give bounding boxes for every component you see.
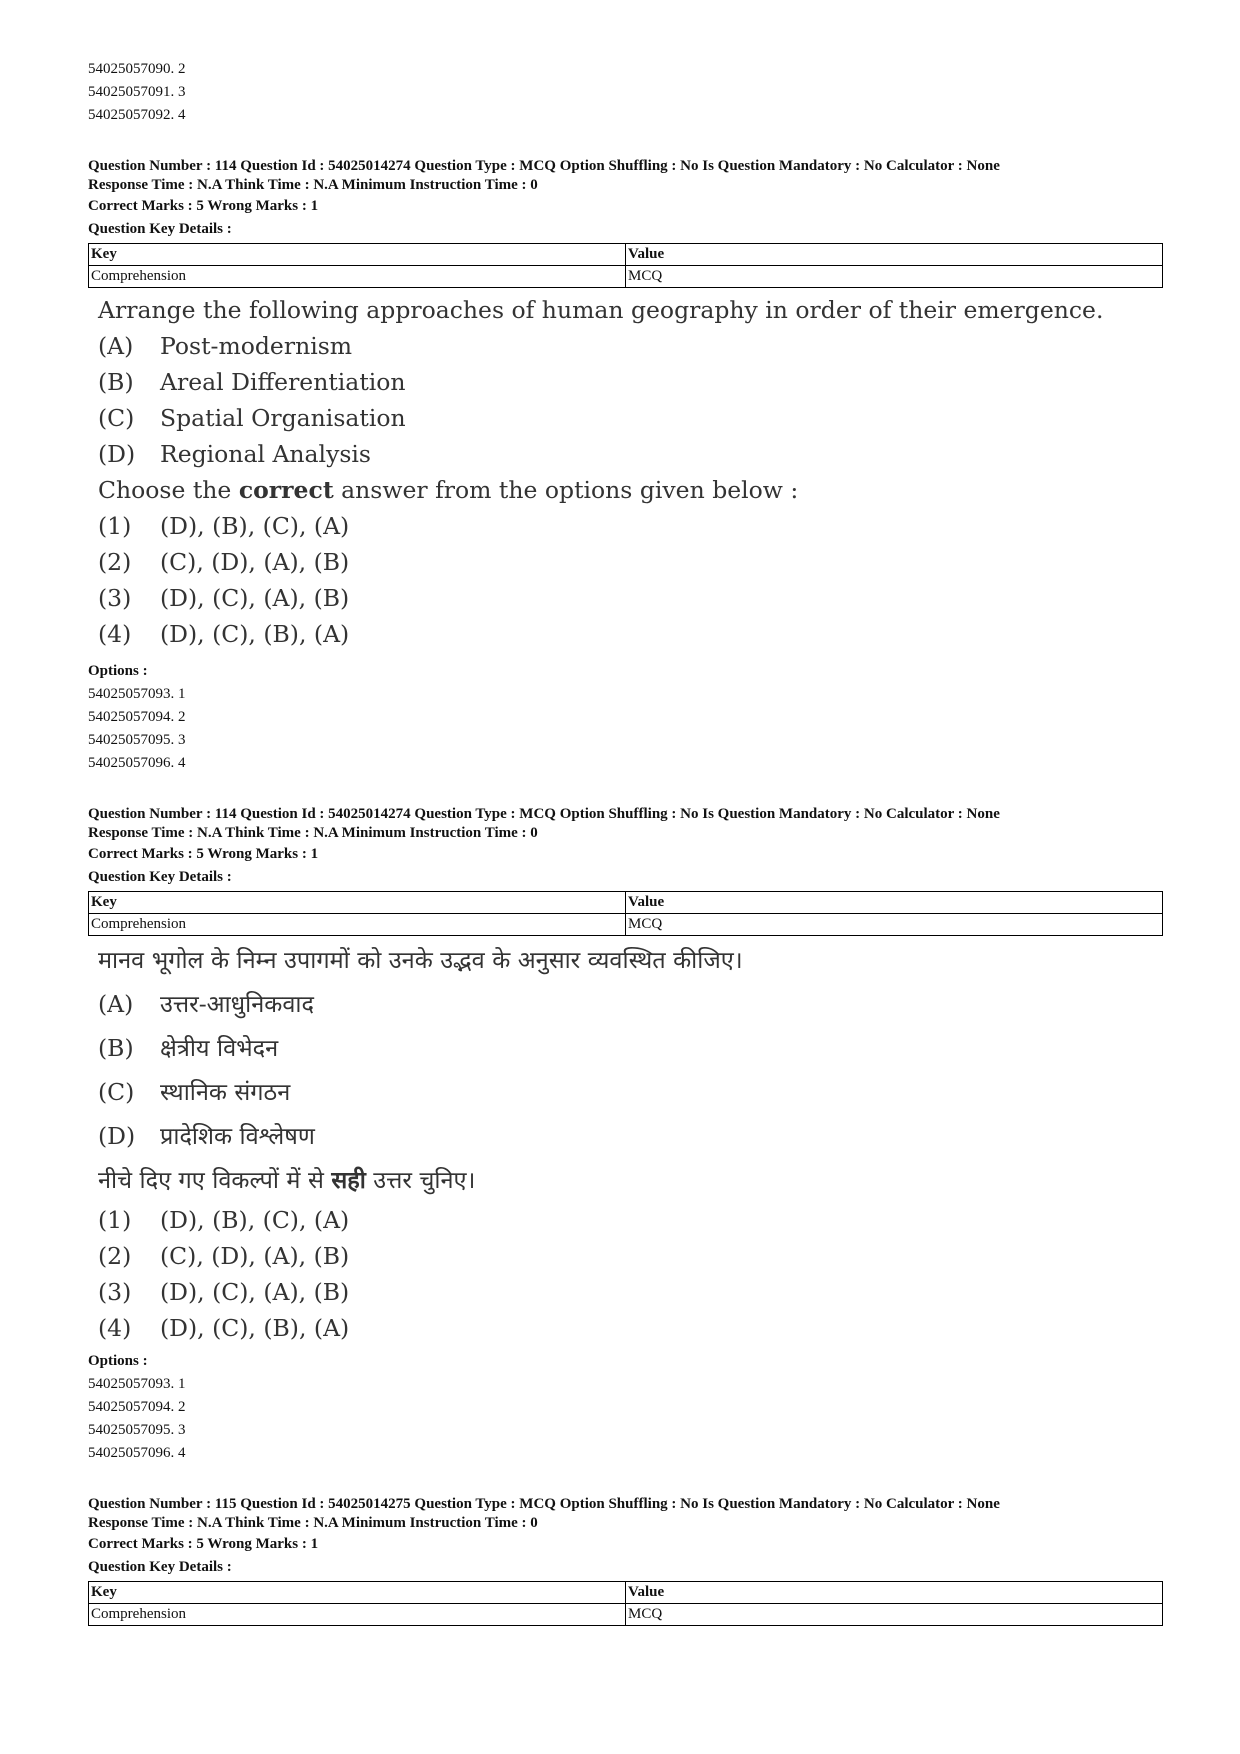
- question-item: [88, 364, 1163, 400]
- choose-emphasis: correct: [238, 476, 334, 504]
- choose-text: answer from the options given below :: [333, 476, 799, 504]
- item-text: Spatial Organisation: [160, 404, 406, 432]
- question-item: [88, 400, 1163, 436]
- table-cell-key: Comprehension: [89, 1604, 626, 1626]
- question-block-next: [88, 1495, 1163, 1626]
- table-header-key: Key: [89, 1582, 626, 1604]
- question-item: [88, 982, 1163, 1026]
- question-item: [88, 1070, 1163, 1114]
- table-cell-value: MCQ: [626, 266, 1163, 288]
- item-label: (B): [98, 368, 134, 396]
- key-details-label: Question Key Details :: [88, 1559, 232, 1575]
- option-line: 54025057093. 1: [88, 1376, 186, 1392]
- question-meta-line: Question Number : 115 Question Id : 54025014275 Question Type : MCQ Option Shuffling : No Is Question Mandatory : No Calculator : None: [88, 1496, 1000, 1512]
- question-meta-line: Response Time : N.A Think Time : N.A Minimum Instruction Time : 0: [88, 177, 538, 193]
- item-text: स्थानिक संगठन: [160, 1078, 291, 1106]
- item-text: क्षेत्रीय विभेदन: [160, 1034, 279, 1062]
- key-details-label: Question Key Details :: [88, 221, 232, 237]
- option-line: 54025057095. 3: [88, 732, 186, 748]
- answer-choice: [88, 544, 1163, 580]
- key-details-table: [88, 243, 1163, 288]
- item-label: (B): [98, 1034, 134, 1062]
- question-stem: Arrange the following approaches of human geography in order of their emergence.: [98, 296, 1104, 324]
- option-line: 54025057094. 2: [88, 1399, 186, 1415]
- options-label: Options :: [88, 1353, 148, 1369]
- choice-text: (C), (D), (A), (B): [160, 548, 350, 576]
- choice-label: (2): [98, 548, 132, 576]
- option-line: 54025057090. 2: [88, 61, 186, 77]
- table-cell-value: MCQ: [626, 1604, 1163, 1626]
- choose-text: नीचे दिए गए विकल्पों में से: [98, 1166, 332, 1194]
- question-item: [88, 328, 1163, 364]
- choose-instruction: [88, 1158, 1163, 1202]
- marks-line: Correct Marks : 5 Wrong Marks : 1: [88, 846, 319, 862]
- choice-label: (3): [98, 1278, 132, 1306]
- previous-options-list: [88, 58, 1163, 127]
- question-stem: मानव भूगोल के निम्न उपागमों को उनके उद्भव के अनुसार व्यवस्थित कीजिए।: [98, 946, 743, 974]
- question-meta-line: Question Number : 114 Question Id : 54025014274 Question Type : MCQ Option Shuffling : No Is Question Mandatory : No Calculator : None: [88, 158, 1000, 174]
- answer-choice: [88, 616, 1163, 652]
- choice-label: (1): [98, 1206, 132, 1234]
- option-line: 54025057093. 1: [88, 686, 186, 702]
- item-text: उत्तर-आधुनिकवाद: [160, 990, 314, 1018]
- item-text: Regional Analysis: [160, 440, 371, 468]
- question-item: [88, 436, 1163, 472]
- choose-emphasis: सही: [331, 1166, 366, 1194]
- answer-choice: [88, 1238, 1163, 1274]
- item-text: Areal Differentiation: [160, 368, 406, 396]
- option-line: 54025057096. 4: [88, 1445, 186, 1461]
- choice-text: (D), (C), (A), (B): [160, 1278, 350, 1306]
- table-header-key: Key: [89, 244, 626, 266]
- marks-line: Correct Marks : 5 Wrong Marks : 1: [88, 198, 319, 214]
- item-label: (D): [98, 440, 136, 468]
- choose-text: Choose the: [98, 476, 239, 504]
- options-label: Options :: [88, 663, 148, 679]
- answer-choice: [88, 508, 1163, 544]
- choice-label: (4): [98, 1314, 132, 1342]
- option-line: 54025057096. 4: [88, 755, 186, 771]
- question-block-english: [88, 157, 1163, 775]
- question-body: [88, 292, 1163, 652]
- answer-choice: [88, 1310, 1163, 1346]
- table-header-value: Value: [626, 892, 1163, 914]
- answer-choice: [88, 580, 1163, 616]
- key-details-table: [88, 891, 1163, 936]
- item-label: (A): [98, 332, 134, 360]
- answer-choice: [88, 1274, 1163, 1310]
- choice-text: (C), (D), (A), (B): [160, 1242, 350, 1270]
- key-details-table: [88, 1581, 1163, 1626]
- item-label: (C): [98, 404, 135, 432]
- table-header-key: Key: [89, 892, 626, 914]
- table-header-value: Value: [626, 244, 1163, 266]
- question-meta-line: Question Number : 114 Question Id : 54025014274 Question Type : MCQ Option Shuffling : No Is Question Mandatory : No Calculator : None: [88, 806, 1000, 822]
- question-body: [88, 938, 1163, 1346]
- answer-choice: [88, 1202, 1163, 1238]
- table-header-value: Value: [626, 1582, 1163, 1604]
- key-details-label: Question Key Details :: [88, 869, 232, 885]
- item-label: (A): [98, 990, 134, 1018]
- choice-label: (2): [98, 1242, 132, 1270]
- option-line: 54025057092. 4: [88, 107, 186, 123]
- document-page: [88, 58, 1163, 1626]
- question-meta-line: Response Time : N.A Think Time : N.A Minimum Instruction Time : 0: [88, 825, 538, 841]
- choice-text: (D), (B), (C), (A): [160, 512, 350, 540]
- table-cell-key: Comprehension: [89, 266, 626, 288]
- marks-line: Correct Marks : 5 Wrong Marks : 1: [88, 1536, 319, 1552]
- choice-text: (D), (C), (B), (A): [160, 620, 350, 648]
- choice-text: (D), (B), (C), (A): [160, 1206, 350, 1234]
- question-item: [88, 1114, 1163, 1158]
- table-cell-key: Comprehension: [89, 914, 626, 936]
- question-block-hindi: [88, 805, 1163, 1465]
- table-cell-value: MCQ: [626, 914, 1163, 936]
- choice-label: (4): [98, 620, 132, 648]
- question-meta-line: Response Time : N.A Think Time : N.A Minimum Instruction Time : 0: [88, 1515, 538, 1531]
- choose-text: उत्तर चुनिए।: [365, 1166, 476, 1194]
- choice-text: (D), (C), (A), (B): [160, 584, 350, 612]
- item-text: प्रादेशिक विश्लेषण: [160, 1122, 315, 1150]
- item-label: (D): [98, 1122, 136, 1150]
- item-text: Post-modernism: [160, 332, 353, 360]
- choice-text: (D), (C), (B), (A): [160, 1314, 350, 1342]
- option-line: 54025057091. 3: [88, 84, 186, 100]
- choice-label: (3): [98, 584, 132, 612]
- item-label: (C): [98, 1078, 135, 1106]
- question-item: [88, 1026, 1163, 1070]
- choice-label: (1): [98, 512, 132, 540]
- choose-instruction: [88, 472, 1163, 508]
- option-line: 54025057095. 3: [88, 1422, 186, 1438]
- option-line: 54025057094. 2: [88, 709, 186, 725]
